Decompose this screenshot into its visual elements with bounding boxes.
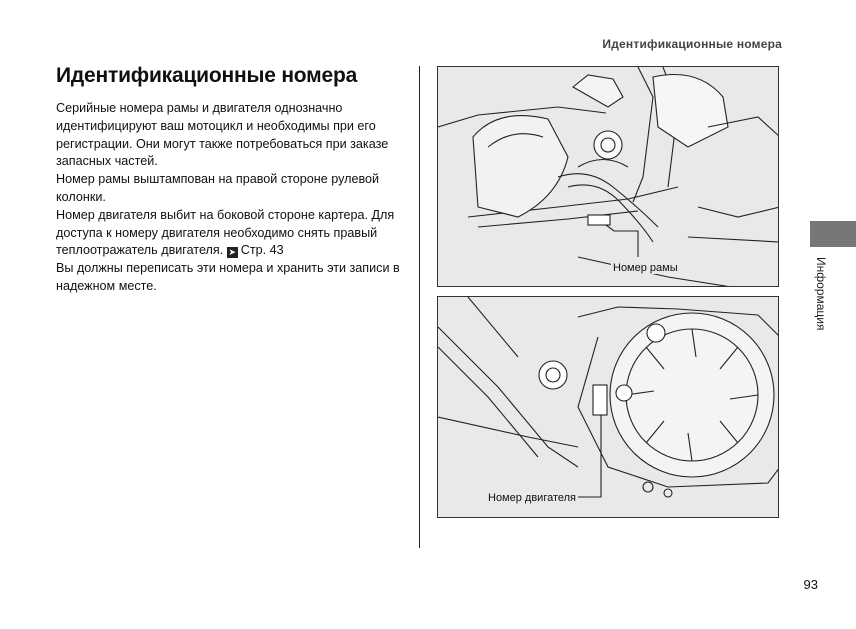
page-reference-link[interactable]: Стр. 43: [240, 243, 284, 258]
arrow-right-icon: ➤: [228, 247, 236, 258]
paragraph-engine-number-text: Номер двигателя выбит на боковой стороне картера. Для доступа к номеру двигателя необходимо снять правый теплоотражатель двигателя.: [56, 207, 395, 258]
paragraph-serial-numbers: Серийные номера рамы и двигателя однозначно идентифицируют ваш мотоцикл и необходимы при его регистрации. Они могут также потребоваться при заказе запасных частей.: [56, 101, 389, 169]
paragraph-frame-number: Номер рамы выштампован на правой стороне рулевой колонки.: [56, 172, 380, 204]
paragraph-keep-records: Вы должны переписать эти номера и хранить эти записи в надежном месте.: [56, 261, 400, 293]
engine-number-label: Номер двигателя: [488, 492, 577, 504]
paragraph-engine-number: [56, 207, 408, 260]
frame-number-figure: [437, 66, 779, 287]
frame-number-label: Номер рамы: [613, 262, 678, 274]
running-header: Идентификационные номера: [602, 37, 782, 51]
section-tab-label: Информация: [814, 257, 828, 331]
section-tab-marker: [810, 221, 856, 247]
column-divider: [419, 66, 420, 548]
engine-illustration: [438, 297, 779, 518]
page-title: Идентификационные номера: [56, 64, 358, 87]
frame-illustration: [438, 67, 779, 287]
page-number: 93: [803, 577, 818, 592]
body-text: [56, 100, 408, 296]
engine-number-figure: [437, 296, 779, 518]
